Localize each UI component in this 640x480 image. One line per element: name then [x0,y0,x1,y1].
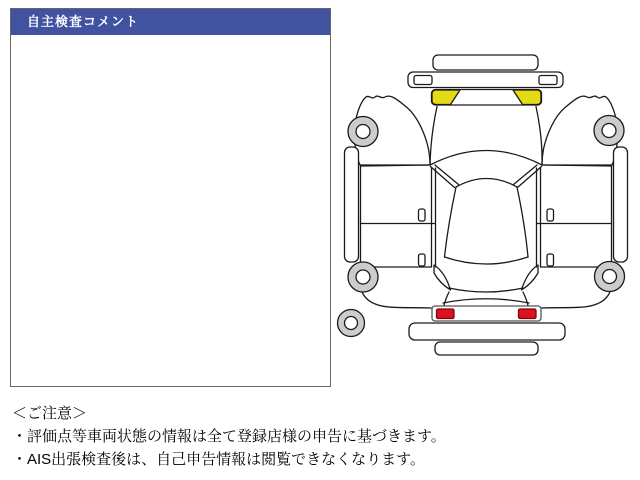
tail-lamp-right [519,309,537,319]
notice-block [12,402,446,471]
side-sill-right [614,147,628,262]
c-pillar-fin-left [434,265,451,290]
rear-bumper [409,323,565,340]
notice-heading: ＜ご注意＞ [12,405,88,422]
roof-front-edge [430,151,542,166]
a-pillar-right [536,107,542,166]
roof-side-left [445,187,457,257]
roof-rear-edge [445,257,529,264]
c-pillar-fin-right [522,265,539,290]
wheel-front-left [348,117,378,147]
wheel-rear-right [595,262,625,292]
wheel-front-right [594,116,624,146]
car-condition-diagram-icon [335,50,640,365]
door-inner-edge-left [432,168,436,267]
side-sill-left [345,147,359,262]
door-handle-front-right [547,209,554,221]
wheel-rear-left [348,262,378,292]
trunk-lower-bar [435,342,538,355]
self-inspection-comment-panel [10,8,331,387]
roof-corner-slant-front-left [431,165,459,188]
comment-body [11,35,330,386]
notice-item: ・評価点等車両状態の情報は全て登録店様の申告に基づきます。 [12,428,446,445]
roof-header-arc [456,179,517,188]
trunk-slant-right [523,292,528,306]
door-handle-front-left [419,209,426,221]
door-handle-rear-left [419,254,426,266]
spare-tire [338,310,365,337]
front-bumper [433,55,538,70]
door-handle-rear-right [547,254,554,266]
headlight-left [414,76,432,85]
roof-side-right [517,187,528,257]
notice-item: ・AIS出張検査後は、自己申告情報は閲覧できなくなります。 [12,451,425,468]
roof-corner-slant-front-right [514,165,542,188]
rear-window-base-arc [449,288,523,292]
panel-title: 自主検査コメント [11,9,330,35]
headlight-right [539,76,557,85]
trunk-slant-left [444,292,449,306]
trunk-lid-arc [443,299,529,303]
a-pillar-left [430,107,437,166]
tail-lamp-left [437,309,455,319]
door-inner-edge-right [537,168,541,267]
